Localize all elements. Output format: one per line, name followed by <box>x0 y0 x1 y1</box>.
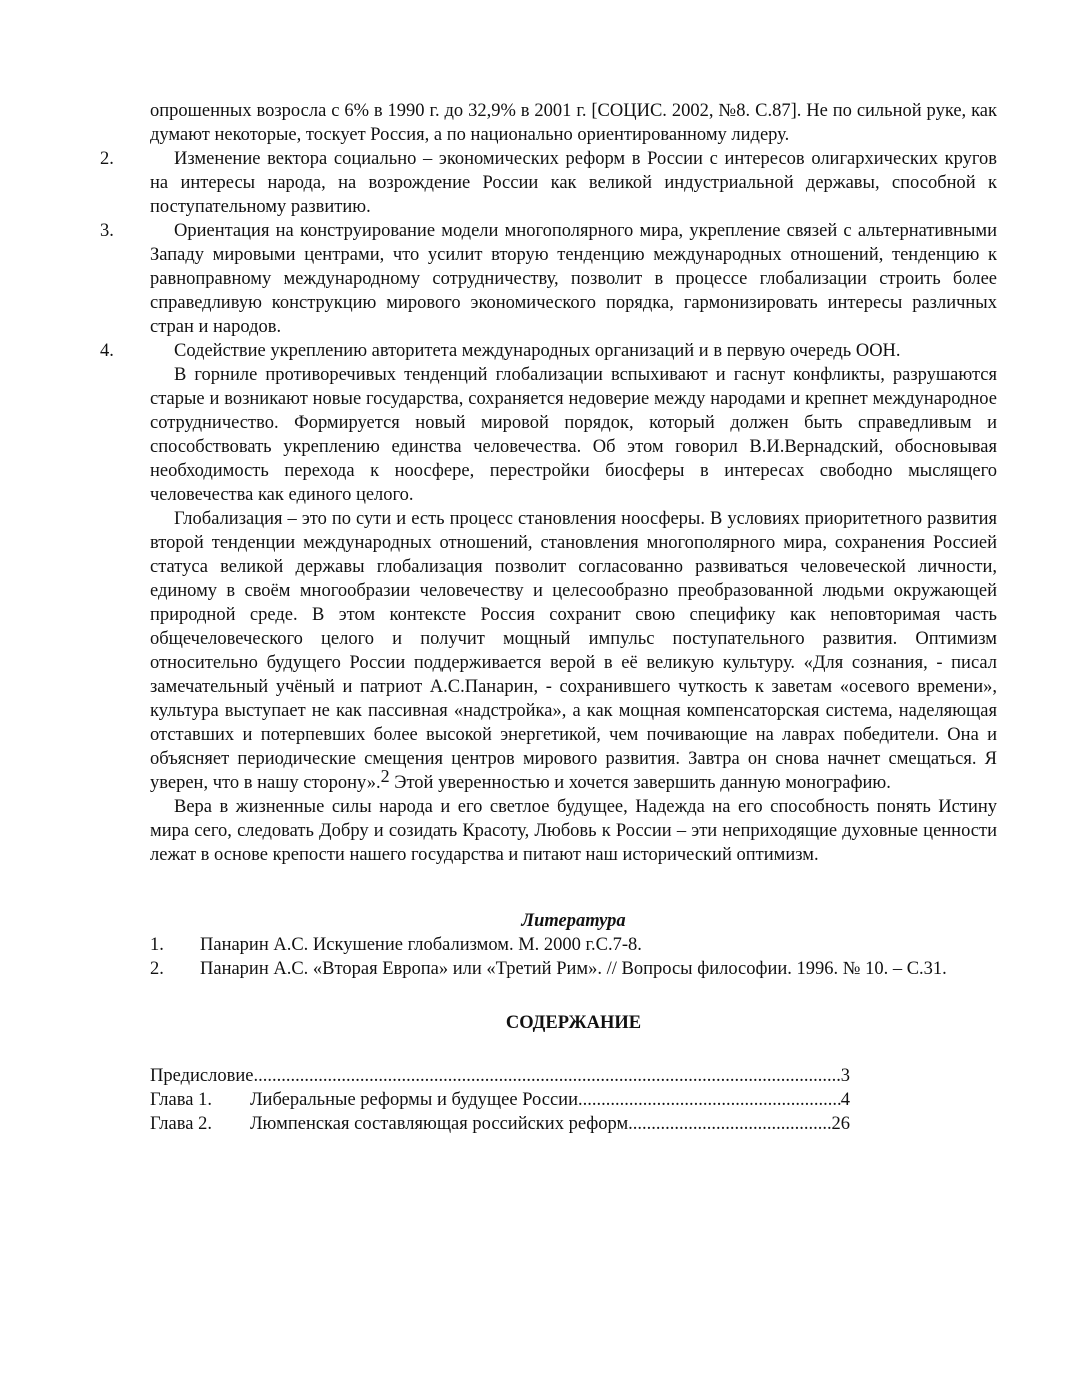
list-number: 2. <box>100 149 114 169</box>
toc-row-chapter-1 <box>150 1088 850 1112</box>
toc-label: Предисловие <box>150 1066 254 1086</box>
toc-label: Либеральные реформы и будущее России <box>250 1090 578 1110</box>
paragraph-noosphere-text: Глобализация – это по сути и есть процесс становления ноосферы. В условиях приоритетного развития второй тенденции международных отношений, становления многополярного мира, сохранения Россией статуса великой державы глобализация позволит согласованно развиваться человеческой личности, единому в своём многообразии человечеству и целесообразно преобразованной людьми окружающей природной среде. В этом контексте Россия сохранит свою специфику как неповторимая часть общечеловеческого целого и получит мощный импульс поступательного развития. Оптимизм относительно будущего России поддерживается верой в её великую культуру. «Для сознания, - писал замечательный учёный и патриот А.С.Панарин, - сохранившего чуткость к заветам «осевого времени», культура выступает не как пассивная «надстройка», а как мощная компенсаторская система, наделяющая отставших и потерпевших более высокой энергетикой, чем почивающие на лаврах победители. Она и объясняет периодические смещения центров мирового развития. Завтра он снова начнет смещаться. Я уверен, что в нашу сторону». <box>150 509 997 793</box>
toc-page-number: 26 <box>831 1114 850 1134</box>
toc-label: Люмпенская составляющая российских реформ <box>250 1114 629 1134</box>
toc-row-chapter-2 <box>150 1112 850 1136</box>
reference-text: Панарин А.С. Искушение глобализмом. М. 2000 г.С.7-8. <box>200 935 642 955</box>
list-number: 4. <box>100 341 114 361</box>
toc-leader-dots <box>253 1064 840 1088</box>
reference-item <box>150 957 997 981</box>
list-item-2 <box>100 147 997 219</box>
toc-row-preface <box>150 1064 850 1088</box>
contents-title: СОДЕРЖАНИЕ <box>505 1013 642 1033</box>
reference-item <box>150 933 997 957</box>
toc-page-number: 3 <box>840 1066 850 1086</box>
literature-title: Литература <box>521 911 626 931</box>
paragraph-noosphere-tail: Этой уверенностью и хочется завершить данную монографию. <box>389 773 891 793</box>
reference-number: 2. <box>150 959 164 979</box>
paragraph-noosphere <box>150 507 997 795</box>
reference-number: 1. <box>150 935 164 955</box>
toc-chapter-number: Глава 1. <box>150 1090 212 1110</box>
document-page <box>100 99 997 1136</box>
list-item-text: Изменение вектора социально – экономических реформ в России с интересов олигархических кругов на интересы народа, на возрождение России как великой индустриальной державы, способной к поступательному развитию. <box>150 149 997 217</box>
toc-page-number: 4 <box>840 1090 850 1110</box>
toc-leader-dots <box>628 1112 831 1136</box>
reference-text: Панарин А.С. «Вторая Европа» или «Третий Рим». // Вопросы философии. 1996. № 10. – С.31. <box>200 959 947 979</box>
list-number: 3. <box>100 221 114 241</box>
list-item-text: Содействие укреплению авторитета международных организаций и в первую очередь ООН. <box>174 341 901 361</box>
list-item-3 <box>100 219 997 339</box>
footnote-marker: 2 <box>380 766 390 786</box>
toc-chapter-number: Глава 2. <box>150 1114 212 1134</box>
paragraph-globalization-tendencies: В горниле противоречивых тенденций глобализации вспыхивают и гаснут конфликты, разрушаются старые и возникают новые государства, сохраняется недоверие между народами и крепнет международное сотрудничество. Формируется новый мировой порядок, который должен быть справедливым и способствовать укреплению единства человечества. Об этом говорил В.И.Вернадский, обосновывая необходимость перехода к ноосфере, перестройки биосферы в интересах свободно мыслящего человечества как единого целого. <box>150 365 997 505</box>
toc-leader-dots <box>578 1088 841 1112</box>
list-item-4 <box>100 339 997 363</box>
list-item-text: Ориентация на конструирование модели многополярного мира, укрепление связей с альтернативными Западу мировыми центрами, что усилит вторую тенденцию международных отношений, тенденцию к равноправному международному сотрудничеству, позволит в процессе глобализации строить более справедливую конструкцию мирового экономического порядка, гармонизировать интересы различных стран и народов. <box>150 221 997 337</box>
intro-paragraph: опрошенных возросла с 6% в 1990 г. до 32,9% в 2001 г. [СОЦИС. 2002, №8. С.87]. Не по сильной руке, как думают некоторые, тоскует Россия, а по национально ориентированному лидеру. <box>150 101 997 145</box>
paragraph-faith: Вера в жизненные силы народа и его светлое будущее, Надежда на его способность понять Истину мира сего, следовать Добру и созидать Красоту, Любовь к России – эти неприходящие духовные ценности лежат в основе крепости нашего государства и питают наш исторический оптимизм. <box>150 797 997 865</box>
